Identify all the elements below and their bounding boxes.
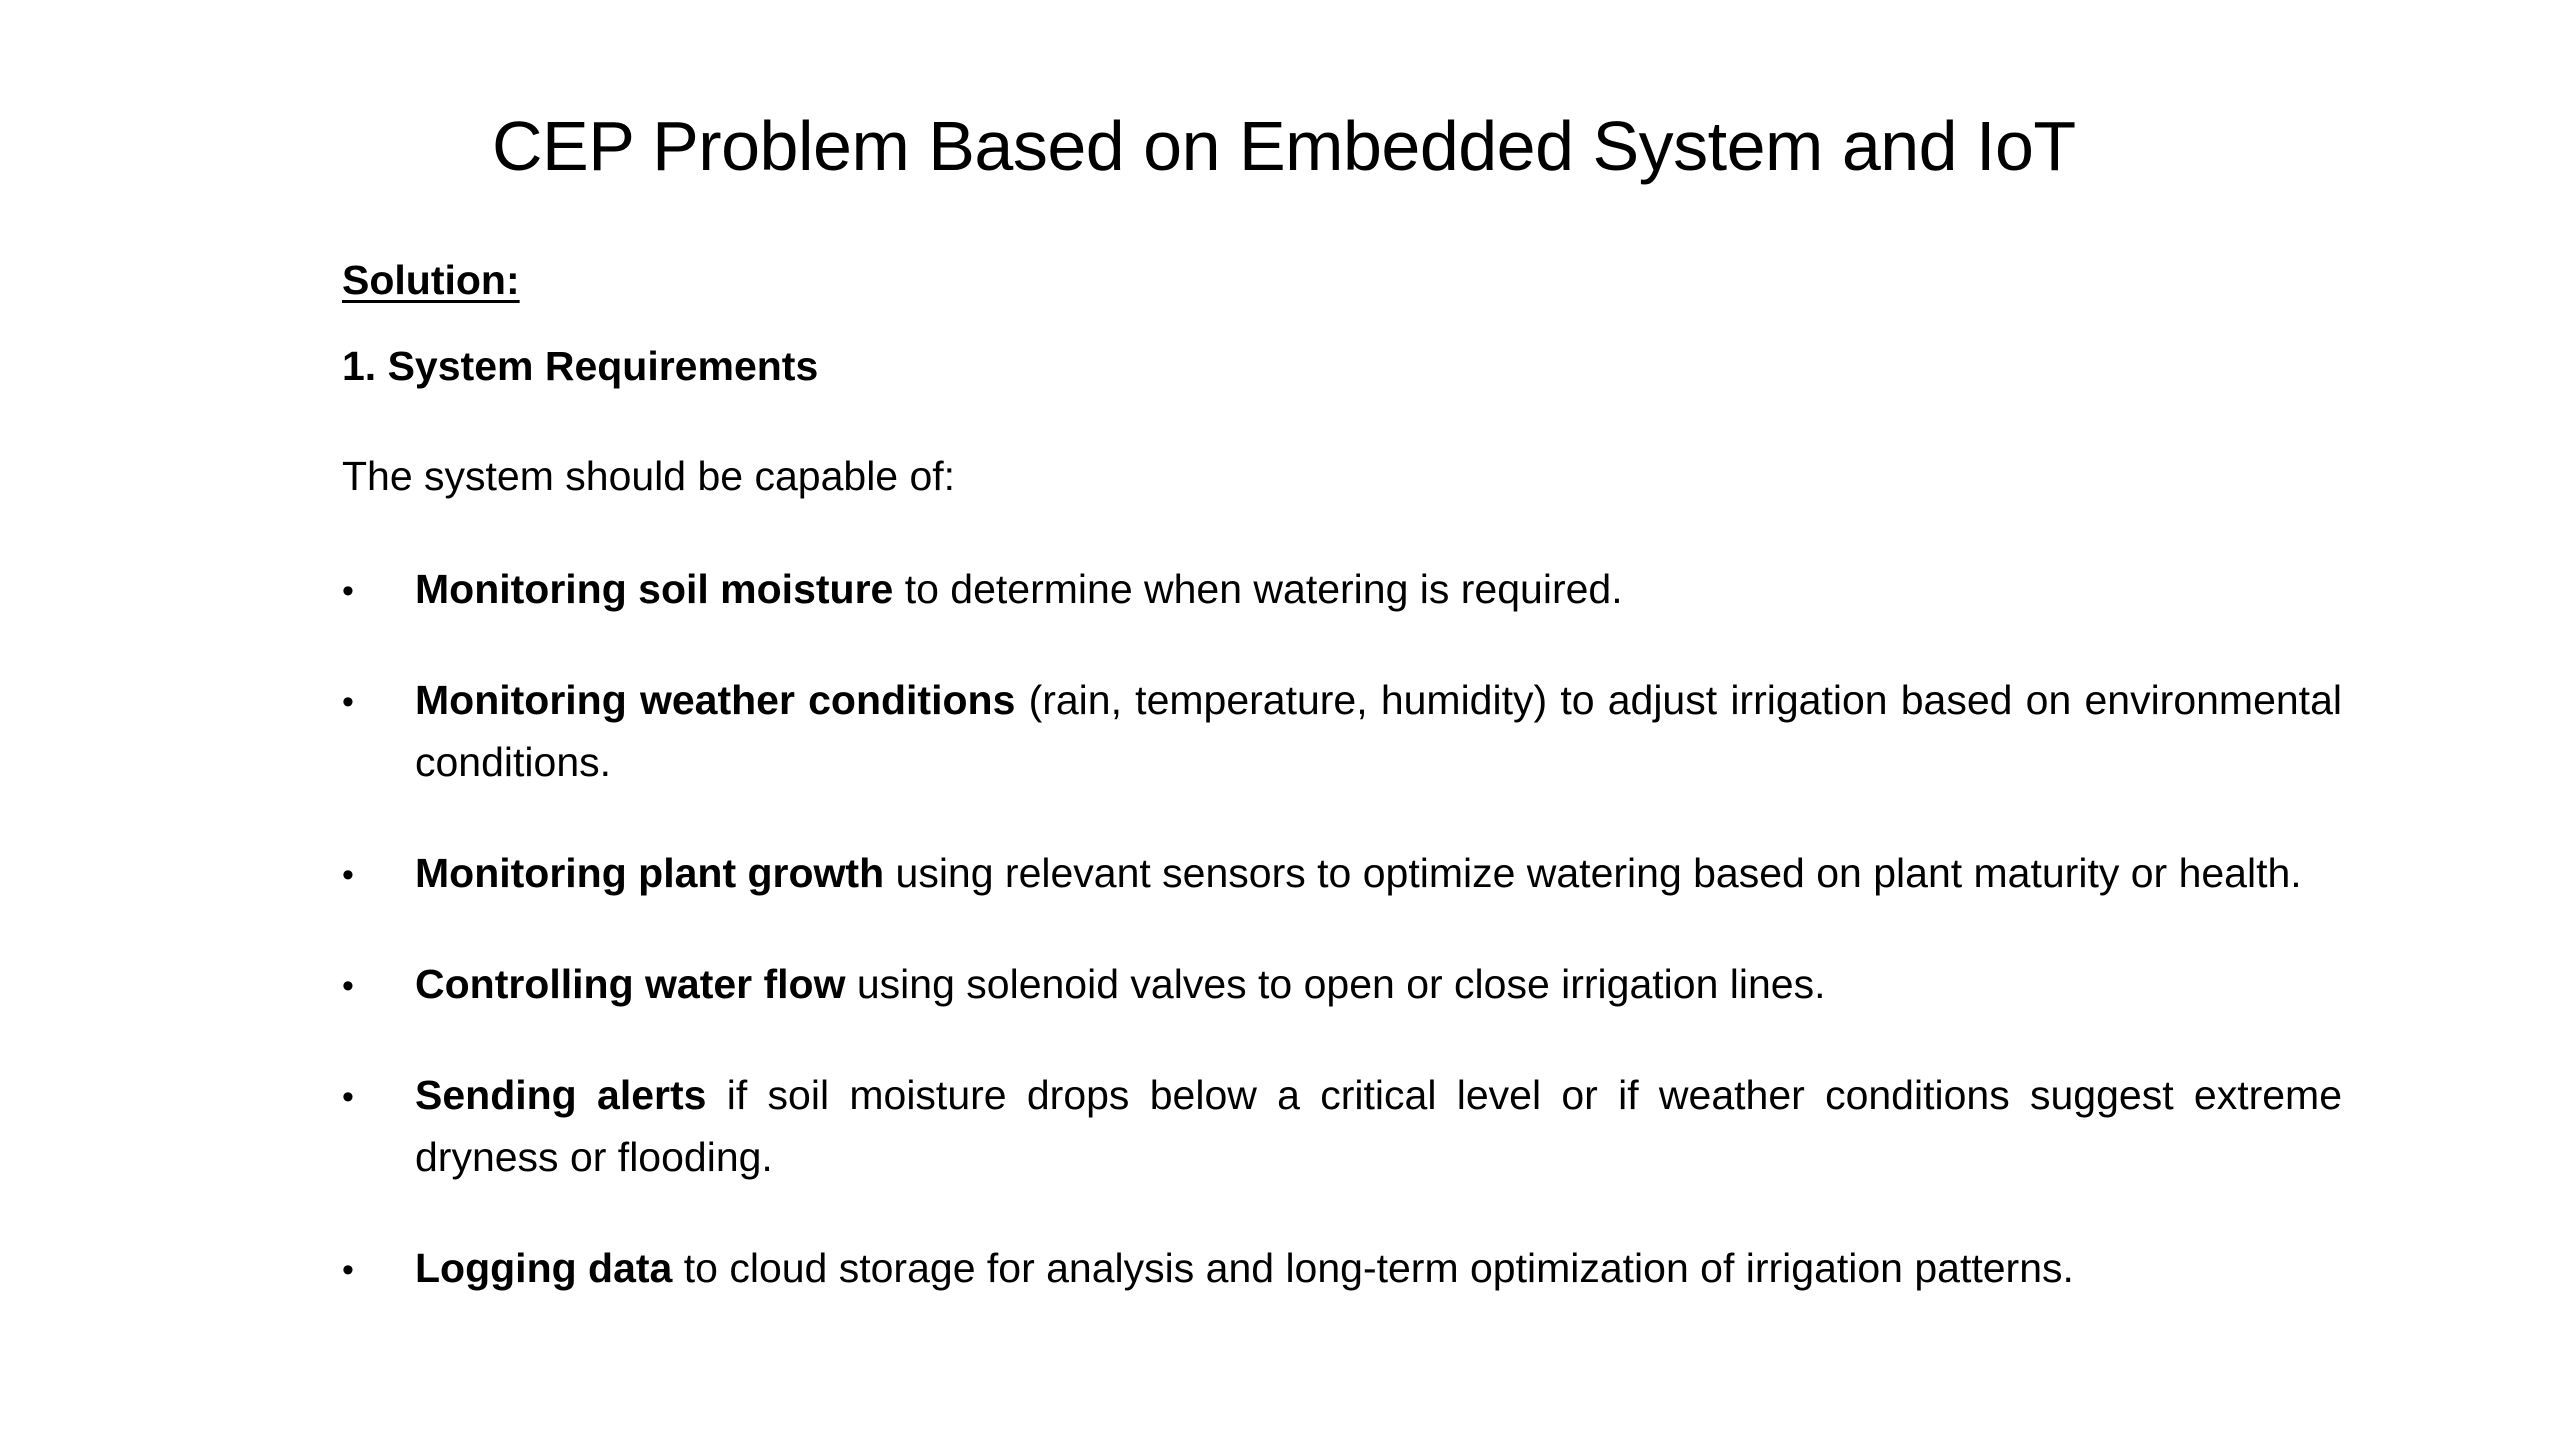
requirement-text: if soil moisture drops below a critical level or if weather conditions suggest extreme dryness or flooding.: [415, 1072, 2343, 1180]
intro-text: The system should be capable of:: [342, 453, 956, 499]
bullet-icon: •: [342, 1078, 354, 1116]
requirement-item: [342, 842, 2342, 904]
slide-title: CEP Problem Based on Embedded System and IoT: [492, 107, 2076, 185]
section-heading: 1. System Requirements: [342, 343, 819, 389]
requirement-item: [342, 669, 2342, 793]
bullet-icon: •: [342, 856, 354, 894]
requirement-text: using solenoid valves to open or close irrigation lines.: [845, 961, 1826, 1007]
requirement-text: (rain, temperature, humidity) to adjust irrigation based on environmental conditions.: [415, 677, 2342, 785]
requirement-bold: Monitoring weather conditions: [415, 677, 1016, 723]
requirement-item: [342, 953, 2342, 1015]
requirements-list: [342, 558, 2342, 1348]
bullet-icon: •: [342, 683, 354, 721]
requirement-item: [342, 558, 2342, 620]
requirement-text: to determine when watering is required.: [893, 566, 1623, 612]
requirement-text: to cloud storage for analysis and long-term optimization of irrigation patterns.: [672, 1245, 2074, 1291]
requirement-bold: Monitoring soil moisture: [415, 566, 894, 612]
bullet-icon: •: [342, 1251, 354, 1289]
requirement-bold: Sending alerts: [415, 1072, 707, 1118]
bullet-icon: •: [342, 572, 354, 610]
solution-label: Solution:: [342, 257, 520, 303]
bullet-icon: •: [342, 967, 354, 1005]
requirement-text: using relevant sensors to optimize watering based on plant maturity or health.: [884, 850, 2302, 896]
requirement-bold: Logging data: [415, 1245, 673, 1291]
requirement-bold: Monitoring plant growth: [415, 850, 885, 896]
requirement-bold: Controlling water flow: [415, 961, 846, 1007]
requirement-item: [342, 1064, 2342, 1188]
requirement-item: [342, 1237, 2342, 1299]
